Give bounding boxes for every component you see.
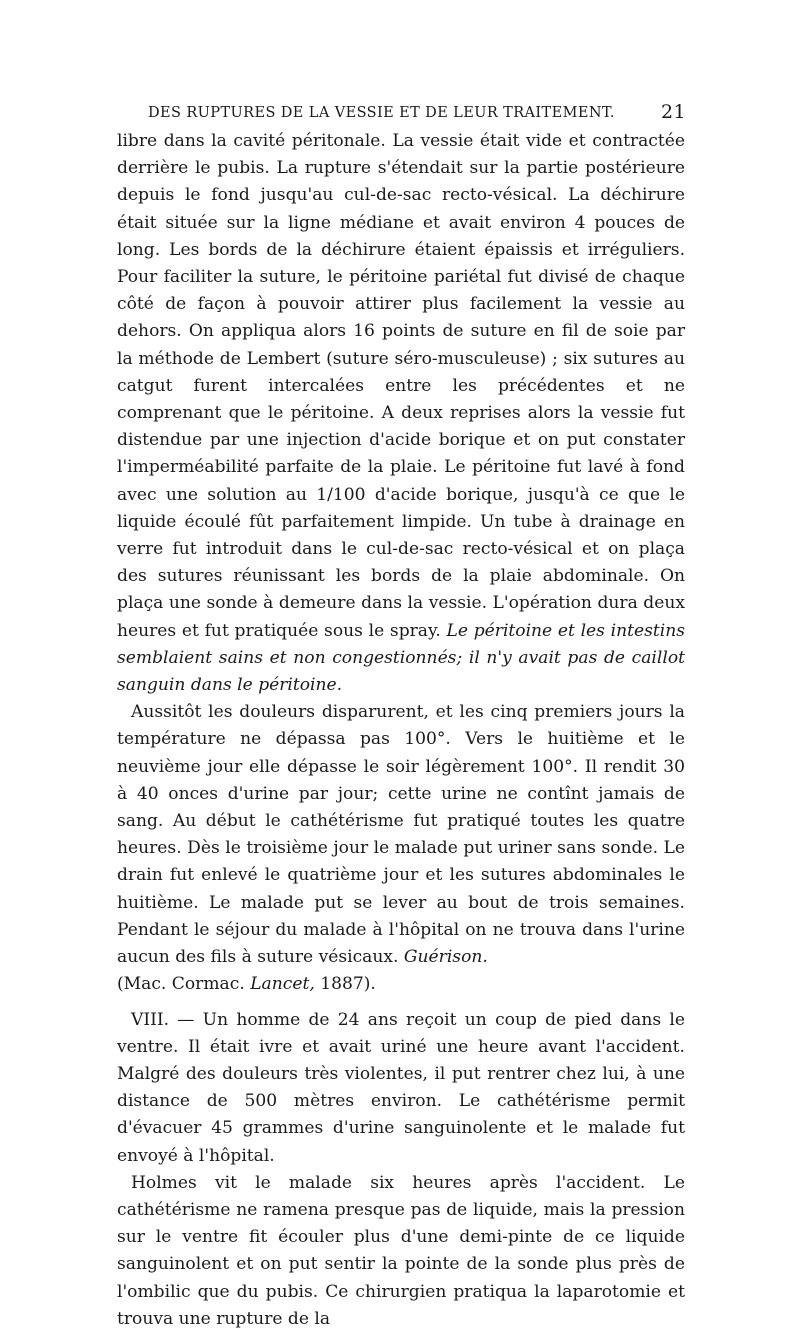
paragraph-text: Aussitôt les douleurs disparurent, et les cinq premiers jours la température ne dépassa pas 100°. Vers le huitième et le neuvième jour elle dépasse le soir légèrement 100°. Il rendit 30 à 40 onces d'urine par jour; cette urine ne contînt jamais de sang. Au début le cathétérisme fut pratiqué toutes les quatre heures. Dès le troisième jour le malade put uriner sans sonde. Le drain fut enlevé le quatrième jour et les sutures abdominales le huitième. Le malade put se lever au bout de trois semaines. Pendant le séjour du malade à l'hôpital on ne trouva dans l'urine aucun des fils à suture vésicaux. (117, 702, 685, 968)
paragraph-holmes (117, 1170, 685, 1333)
italic-passage: Le péritoine et les intestins semblaient sains et non congestionnés; il n'y avait pas de caillot sanguin dans le péritoine. (117, 620, 686, 696)
citation: (Mac. Cormac. (117, 974, 245, 995)
running-title: DES RUPTURES DE LA VESSIE ET DE LEUR TRAITEMENT. (148, 105, 615, 121)
citation-journal: Lancet, (250, 974, 315, 995)
page-number: 21 (661, 101, 686, 123)
paragraph-continuation (117, 128, 685, 699)
paragraph-text: libre dans la cavité péritonale. La vessie était vide et contractée derrière le pubis. La rupture s'étendait sur la partie postérieure depuis le fond jusqu'au cul-de-sac recto-vésical. La déchirure était située sur la ligne médiane et avait environ 4 pouces de long. Les bords de la déchirure étaient épaissis et irréguliers. Pour faciliter la suture, le péritoine pariétal fut divisé de chaque côté de façon à pouvoir attirer plus facilement la vessie au dehors. On appliqua alors 16 points de suture en fil de soie par la méthode de Lembert (suture séro-musculeuse) ; six sutures au catgut furent intercalées entre les précédentes et ne comprenant que le péritoine. A deux reprises alors la vessie fut distendue par une injection d'acide borique et on put constater l'imperméabilité parfaite de la plaie. Le péritoine fut lavé à fond avec une solution au 1/100 d'acide borique, jusqu'à ce que le liquide écoulé fût parfaitement limpide. Un tube à drainage en verre fut introduit dans le cul-de-sac recto-vésical et on plaça des sutures réunissant les bords de la plaie abdominale. On plaça une sonde à demeure dans la vessie. L'opération dura deux heures et fut pratiquée sous le spray. (117, 131, 685, 641)
paragraph-recovery (117, 699, 685, 998)
paragraph-text: Holmes vit le malade six heures après l'accident. Le cathétérisme ne ramena presque pas de liquide, mais la pression sur le ventre fit écouler plus d'une demi-pinte de ce liquide sanguinolent et on put sentir la pointe de la sonde plus près de l'ombilic que du pubis. Ce chirurgien pratiqua la laparotomie et trouva une rupture de la (117, 1172, 685, 1329)
paragraph-text: VIII. — Un homme de 24 ans reçoit un coup de pied dans le ventre. Il était ivre et avait uriné une heure avant l'accident. Malgré des douleurs très violentes, il put rentrer chez lui, à une distance de 500 mètres environ. Le cathétérisme permit d'évacuer 45 grammes d'urine sanguinolente et le malade fut envoyé à l'hôpital. (117, 1009, 685, 1166)
paragraph-case-viii (117, 1007, 685, 1170)
citation-year: 1887). (320, 974, 376, 995)
running-header (148, 101, 686, 125)
body-text (117, 128, 685, 1333)
italic-word: Guérison. (403, 947, 488, 968)
